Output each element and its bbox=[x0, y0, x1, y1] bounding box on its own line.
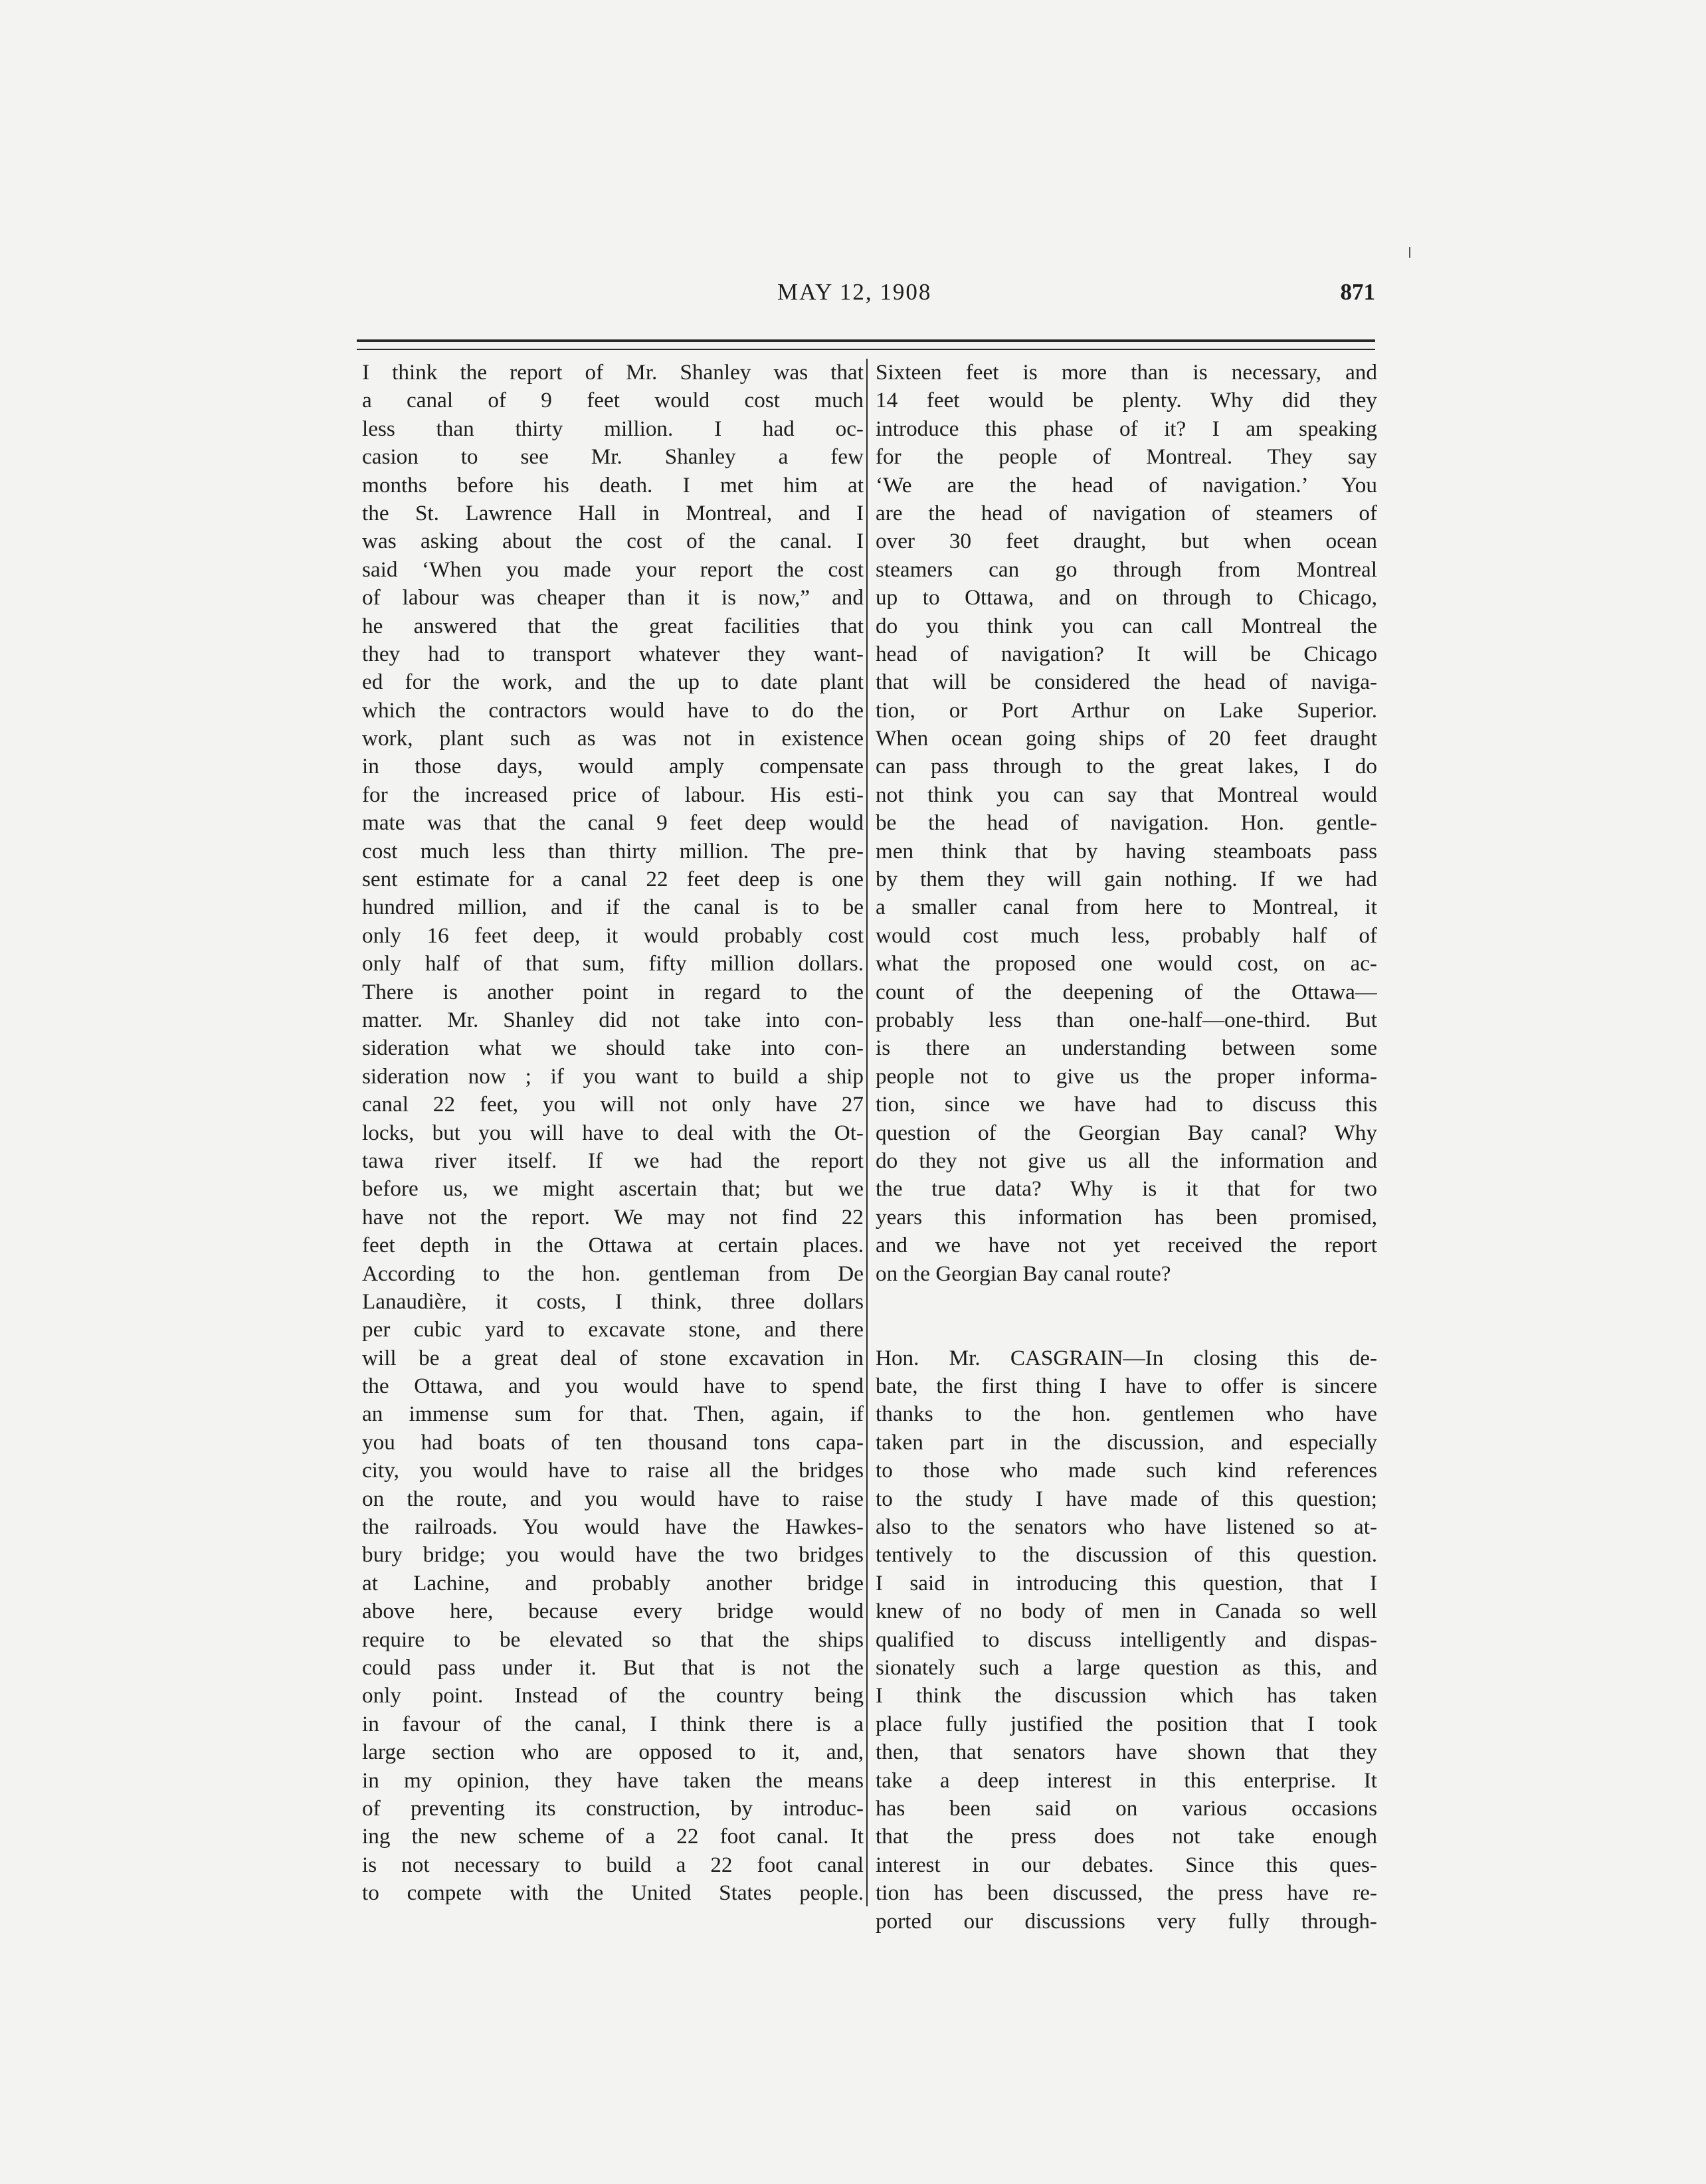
text-line: sionately such a large question as this, and bbox=[876, 1655, 1377, 1680]
text-line: tion, or Port Arthur on Lake Superior. bbox=[876, 697, 1377, 723]
text-line: to those who made such kind references bbox=[876, 1458, 1377, 1483]
text-line: to compete with the United States people. bbox=[362, 1880, 864, 1906]
text-line: the St. Lawrence Hall in Montreal, and I bbox=[362, 500, 864, 525]
text-line: over 30 feet draught, but when ocean bbox=[876, 529, 1377, 554]
text-line: mate was that the canal 9 feet deep would bbox=[362, 810, 864, 836]
right-column bbox=[876, 359, 1377, 1936]
text-line: of preventing its construction, by introduc- bbox=[362, 1795, 864, 1821]
text-line: has been said on various occasions bbox=[876, 1795, 1377, 1821]
text-line: tion, since we have had to discuss this bbox=[876, 1092, 1377, 1117]
text-line: also to the senators who have listened so at- bbox=[876, 1514, 1377, 1540]
text-line: an immense sum for that. Then, again, if bbox=[362, 1402, 864, 1427]
text-line: of labour was cheaper than it is now,” and bbox=[362, 585, 864, 610]
column-divider bbox=[866, 359, 868, 1906]
text-line: only half of that sum, fifty million dollars. bbox=[362, 951, 864, 976]
header-rule-thin bbox=[357, 349, 1375, 350]
text-line: have not the report. We may not find 22 bbox=[362, 1204, 864, 1229]
text-line: locks, but you will have to deal with the Ot- bbox=[362, 1120, 864, 1145]
text-line: tentively to the discussion of this question. bbox=[876, 1542, 1377, 1568]
page-number: 871 bbox=[1340, 279, 1375, 305]
text-line: steamers can go through from Montreal bbox=[876, 557, 1377, 582]
text-line: then, that senators have shown that they bbox=[876, 1740, 1377, 1765]
text-line: question of the Georgian Bay canal? Why bbox=[876, 1120, 1377, 1145]
text-line: by them they will gain nothing. If we had bbox=[876, 867, 1377, 892]
text-line: was asking about the cost of the canal. I bbox=[362, 529, 864, 554]
text-line: only point. Instead of the country being bbox=[362, 1683, 864, 1708]
text-line: you had boats of ten thousand tons capa- bbox=[362, 1429, 864, 1455]
text-line: the railroads. You would have the Hawkes- bbox=[362, 1514, 864, 1540]
text-line: work, plant such as was not in existence bbox=[362, 726, 864, 751]
text-line: According to the hon. gentleman from De bbox=[362, 1261, 864, 1286]
text-line: ing the new scheme of a 22 foot canal. It bbox=[362, 1824, 864, 1849]
text-line: a canal of 9 feet would cost much bbox=[362, 388, 864, 413]
text-line: knew of no body of men in Canada so well bbox=[876, 1599, 1377, 1624]
text-line: taken part in the discussion, and especially bbox=[876, 1429, 1377, 1455]
text-line: canal 22 feet, you will not only have 27 bbox=[362, 1092, 864, 1117]
text-line: on the route, and you would have to raise bbox=[362, 1486, 864, 1511]
text-line: feet depth in the Ottawa at certain places. bbox=[362, 1233, 864, 1258]
text-line: ‘We are the head of navigation.’ You bbox=[876, 472, 1377, 498]
text-line: do you think you can call Montreal the bbox=[876, 613, 1377, 638]
text-line: in favour of the canal, I think there is a bbox=[362, 1711, 864, 1736]
text-line: on the Georgian Bay canal route? bbox=[876, 1261, 1171, 1286]
header-date: MAY 12, 1908 bbox=[777, 279, 932, 305]
text-line: would cost much less, probably half of bbox=[876, 923, 1377, 948]
text-line: are the head of navigation of steamers of bbox=[876, 500, 1377, 525]
text-line: bate, the first thing I have to offer is sincere bbox=[876, 1374, 1377, 1399]
text-line: at Lachine, and probably another bridge bbox=[362, 1570, 864, 1595]
text-line: will be a great deal of stone excavation in bbox=[362, 1345, 864, 1370]
text-line: interest in our debates. Since this ques- bbox=[876, 1852, 1377, 1877]
text-line: bury bridge; you would have the two bridges bbox=[362, 1542, 864, 1568]
text-line: require to be elevated so that the ships bbox=[362, 1627, 864, 1652]
text-line: he answered that the great facilities that bbox=[362, 613, 864, 638]
text-line: I think the report of Mr. Shanley was that bbox=[362, 360, 864, 385]
text-line: not think you can say that Montreal would bbox=[876, 782, 1377, 807]
text-line: months before his death. I met him at bbox=[362, 472, 864, 498]
text-line: city, you would have to raise all the bridges bbox=[362, 1458, 864, 1483]
text-line: place fully justified the position that I took bbox=[876, 1711, 1377, 1736]
text-line: said ‘When you made your report the cost bbox=[362, 557, 864, 582]
text-line: a smaller canal from here to Montreal, it bbox=[876, 895, 1377, 920]
text-line: above here, because every bridge would bbox=[362, 1599, 864, 1624]
paragraph-gap bbox=[876, 1288, 1377, 1344]
text-line: There is another point in regard to the bbox=[362, 979, 864, 1004]
text-line: do they not give us all the information and bbox=[876, 1148, 1377, 1173]
text-line: Lanaudière, it costs, I think, three dollars bbox=[362, 1289, 864, 1314]
text-line: 14 feet would be plenty. Why did they bbox=[876, 388, 1377, 413]
text-line: in my opinion, they have taken the means bbox=[362, 1768, 864, 1793]
text-line: cost much less than thirty million. The pre- bbox=[362, 838, 864, 864]
text-line: which the contractors would have to do the bbox=[362, 697, 864, 723]
text-line: can pass through to the great lakes, I do bbox=[876, 754, 1377, 779]
text-line: sideration now ; if you want to build a ship bbox=[362, 1063, 864, 1089]
margin-mark bbox=[1409, 247, 1410, 258]
text-line: thanks to the hon. gentlemen who have bbox=[876, 1402, 1377, 1427]
text-line: they had to transport whatever they want- bbox=[362, 641, 864, 666]
text-line: head of navigation? It will be Chicago bbox=[876, 641, 1377, 666]
text-line: less than thirty million. I had oc- bbox=[362, 416, 864, 441]
text-line: tion has been discussed, the press have re- bbox=[876, 1880, 1377, 1906]
text-line: years this information has been promised, bbox=[876, 1204, 1377, 1229]
text-line: hundred million, and if the canal is to be bbox=[362, 895, 864, 920]
text-line: in those days, would amply compensate bbox=[362, 754, 864, 779]
text-line: introduce this phase of it? I am speaking bbox=[876, 416, 1377, 441]
text-line: that will be considered the head of naviga- bbox=[876, 670, 1377, 695]
text-line: and we have not yet received the report bbox=[876, 1233, 1377, 1258]
text-line: sent estimate for a canal 22 feet deep is one bbox=[362, 867, 864, 892]
text-line: men think that by having steamboats pass bbox=[876, 838, 1377, 864]
text-line: matter. Mr. Shanley did not take into con- bbox=[362, 1007, 864, 1032]
text-line: the true data? Why is it that for two bbox=[876, 1176, 1377, 1202]
text-line: sideration what we should take into con- bbox=[362, 1036, 864, 1061]
text-line: what the proposed one would cost, on ac- bbox=[876, 951, 1377, 976]
text-line: tawa river itself. If we had the report bbox=[362, 1148, 864, 1173]
text-line: for the people of Montreal. They say bbox=[876, 444, 1377, 470]
text-line: is there an understanding between some bbox=[876, 1036, 1377, 1061]
text-line: is not necessary to build a 22 foot canal bbox=[362, 1852, 864, 1877]
text-line: Sixteen feet is more than is necessary, and bbox=[876, 360, 1377, 385]
text-line: before us, we might ascertain that; but we bbox=[362, 1176, 864, 1202]
text-line: per cubic yard to excavate stone, and there bbox=[362, 1317, 864, 1342]
text-line: for the increased price of labour. His esti- bbox=[362, 782, 864, 807]
left-column bbox=[362, 359, 864, 1907]
page-header bbox=[359, 279, 1375, 325]
text-line: probably less than one-half—one-third. But bbox=[876, 1007, 1377, 1032]
text-line: I think the discussion which has taken bbox=[876, 1683, 1377, 1708]
text-line: large section who are opposed to it, and, bbox=[362, 1740, 864, 1765]
text-line: ed for the work, and the up to date plant bbox=[362, 670, 864, 695]
text-line: the Ottawa, and you would have to spend bbox=[362, 1374, 864, 1399]
header-rule-thick bbox=[357, 339, 1375, 342]
text-line: people not to give us the proper informa- bbox=[876, 1063, 1377, 1089]
text-line: Hon. Mr. CASGRAIN—In closing this de- bbox=[876, 1345, 1377, 1370]
text-line: casion to see Mr. Shanley a few bbox=[362, 444, 864, 470]
text-line: could pass under it. But that is not the bbox=[362, 1655, 864, 1680]
text-line: qualified to discuss intelligently and dispas- bbox=[876, 1627, 1377, 1652]
text-line: When ocean going ships of 20 feet draught bbox=[876, 726, 1377, 751]
text-line: take a deep interest in this enterprise. It bbox=[876, 1768, 1377, 1793]
text-line: only 16 feet deep, it would probably cost bbox=[362, 923, 864, 948]
text-line: to the study I have made of this question; bbox=[876, 1486, 1377, 1511]
text-line: I said in introducing this question, that I bbox=[876, 1570, 1377, 1595]
text-line: count of the deepening of the Ottawa— bbox=[876, 979, 1377, 1004]
text-line: ported our discussions very fully through- bbox=[876, 1908, 1377, 1934]
text-line: be the head of navigation. Hon. gentle- bbox=[876, 810, 1377, 836]
text-line: that the press does not take enough bbox=[876, 1824, 1377, 1849]
text-line: up to Ottawa, and on through to Chicago, bbox=[876, 585, 1377, 610]
